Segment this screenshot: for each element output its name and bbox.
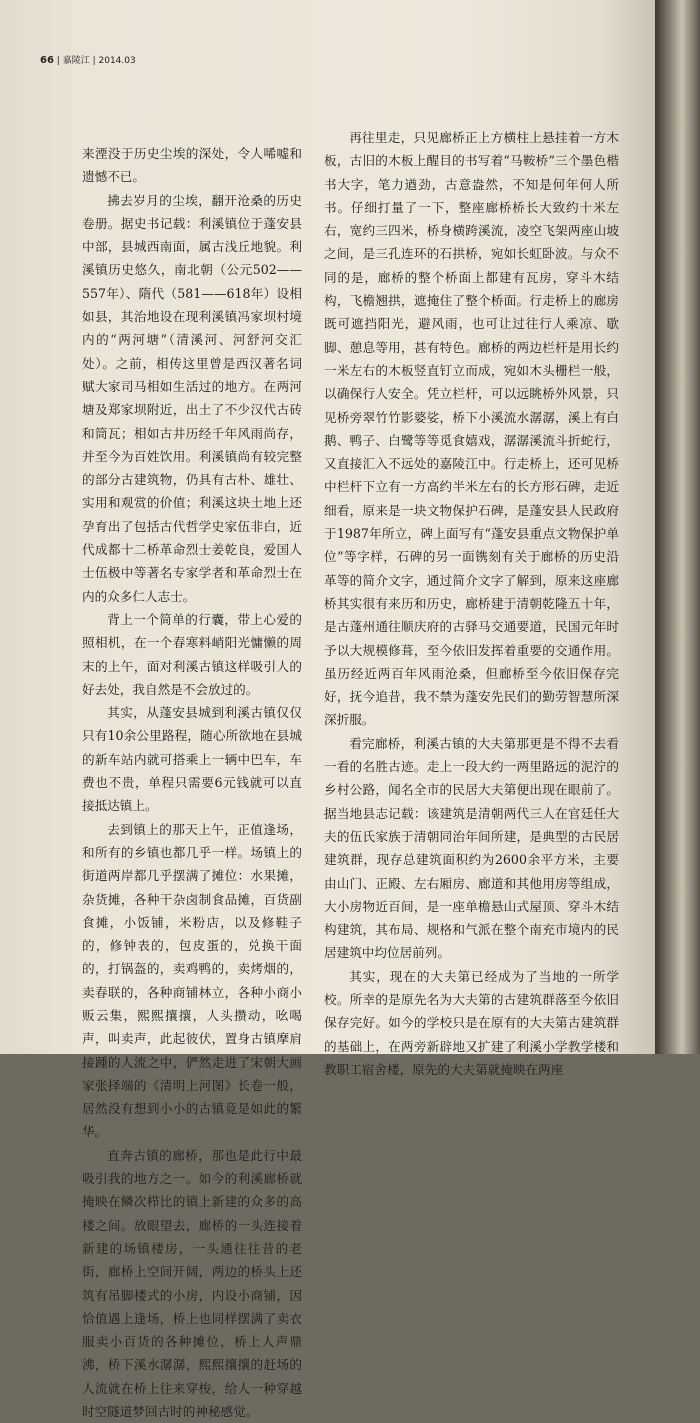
issue-date: 2014.03 — [98, 56, 136, 66]
paragraph: 背上一个简单的行囊，带上心爱的照相机，在一个春寒料峭阳光慵懒的周末的上午，面对利溪古镇这样吸引人的好去处，我自然是不会放过的。 — [82, 611, 302, 697]
paragraph: 再往里走，只见廊桥正上方横柱上悬挂着一方木板，古旧的木板上醒目的书写着“马鞍桥”三个墨色楷书大字，笔力遒劲，古意盎然，不知是何年何人所书。仔细打量了一下，整座廊桥桥长大致约十米左右，宽约三四米，桥身横跨溪流，凌空飞架两座山坡之间，是三孔连环的石拱桥，宛如长虹卧波。与众不同的是，廊桥的整个桥面上都建有瓦房，穿斗木结构，飞檐翘拱，遮掩住了整个桥面。行走桥上的廊房既可遮挡阳光，避风雨，也可让过往行人乘凉、歇脚、憩息等用，甚有特色。廊桥的两边栏杆是用长约一米左右的木板竖直钉立而成，宛如木头栅栏一般，以确保行人安全。凭立栏杆，可以远眺桥外风景，只见桥旁翠竹竹影婆娑，桥下小溪流水潺潺，溪上有白鹅、鸭子、白鹭等等觅食嬉戏，潺潺溪流斗折蛇行，又直接汇入不远处的嘉陵江中。行走桥上，还可见桥中栏杆下立有一方高约半米左右的长方形石碑，走近细看，原来是一块文物保护石碑，是蓬安县人民政府于1987年所立，碑上面写有“蓬安县重点文物保护单位”等字样，石碑的另一面镌刻有关于廊桥的历史沿革等的简介文字，通过简介文字了解到，原来这座廊桥其实很有来历和历史，廊桥建于清朝乾隆五十年，是古蓬州通往顺庆府的古驿马交通要道，民国元年时予以大规模修葺，至今依旧发挥着重要的交通作用。虽历经近两百年风雨沧桑，但廊桥至今依旧保存完好，抚今追昔，我不禁为蓬安先民们的勤劳智慧所深深折服。 — [324, 130, 619, 728]
left-column — [82, 142, 302, 1423]
paragraph: 拂去岁月的尘埃，翻开沧桑的历史卷册。据史书记载：利溪镇位于蓬安县中部，县城西南面，属古浅丘地貌。利溪镇历史悠久，南北朝（公元502——557年）、隋代（581——618年）设相如县，其治地设在现利溪镇冯家坝村境内的“两河塘”（清溪河、河舒河交汇处）。之前，相传这里曾是西汉著名词赋大家司马相如生活过的地方。在两河塘及郑家坝附近，出土了不少汉代古砖和筒瓦；相如古井历经千年风雨尚存，并至今为百姓饮用。利溪镇尚有较完整的部分古建筑物，仍具有古朴、雄壮、实用和观赏的价值；利溪这块土地上还孕育出了包括古代哲学史家伍非白，近代成都十二桥革命烈士姜乾良，爱国人士伍极中等著名专家学者和革命烈士在内的众多仁人志士。 — [82, 192, 302, 604]
paragraph: 看完廊桥，利溪古镇的大夫第那更是不得不去看一看的名胜古迹。走上一段大约一两里路远的泥泞的乡村公路，闻名全市的民居大夫第便出现在眼前了。据当地县志记载：该建筑是清朝两代三人在官廷任大夫的伍氏家族于清朝同治年间所建，是典型的古民居建筑群，现存总建筑面积约为2600余平方米，主要由山门、正殿、左右厢房、廊道和其他用房等组成，大小房物近百间，是一座单檐悬山式屋顶、穿斗木结构建筑，其布局、规格和气派在整个南充市境内的民居建筑中均位居前列。 — [324, 735, 619, 961]
running-header — [40, 53, 136, 66]
paragraph: 其实，现在的大夫第已经成为了当地的一所学校。所幸的是原先名为大夫第的古建筑群落至今依旧保存完好。如今的学校只是在原有的大夫第古建筑群的基础上，在两旁新辟地又扩建了利溪小学教学楼和教职工宿舍楼，原先的大夫第就掩映在两座 — [324, 968, 619, 1077]
header-separator: | — [92, 56, 99, 66]
book-edge — [655, 0, 700, 1054]
paragraph: 其实，从蓬安县城到利溪古镇仅仅只有10余公里路程，随心所欲地在县城的新车站内就可搭乘上一辆中巴车，车费也不贵，单程只需要6元钱就可以直接抵达镇上。 — [82, 705, 302, 814]
paragraph: 直奔古镇的廊桥，那也是此行中最吸引我的地方之一。如今的利溪廊桥就掩映在鳞次栉比的镇上新建的众多的高楼之间。放眼望去，廊桥的一头连接着新建的场镇楼房，一头通往往昔的老街，廊桥上空间开阔，两边的桥头上还筑有吊脚楼式的小房，内设小商铺，因恰值遇上逢场，桥上也同样摆满了卖衣服卖小百货的各种摊位，桥上人声鼎沸，桥下溪水潺潺，熙熙攘攘的赶场的人流就在桥上往来穿梭，给人一种穿越时空隧道梦回古时的神秘感觉。 — [82, 1147, 302, 1420]
page-number: 66 — [40, 55, 54, 66]
paragraph: 来湮没于历史尘埃的深处，令人唏嘘和遗憾不已。 — [82, 146, 302, 185]
right-column — [324, 126, 619, 1081]
header-separator: | — [56, 56, 63, 66]
page-shadow — [0, 0, 70, 1054]
magazine-name: 嘉陵江 — [62, 56, 90, 66]
paragraph: 去到镇上的那天上午，正值逢场，和所有的乡镇也都几乎一样。场镇上的街道两岸都几乎摆满了摊位：水果摊，杂货摊，各种干杂卤制食品摊，百货副食摊，小饭铺，米粉店，以及修鞋子的，修钟表的，包皮蛋的，兑换干面的，打锅盔的，卖鸡鸭的，卖烤烟的，卖春联的，各种商铺林立，各种小商小贩云集，熙熙攘攘，人头攒动，吆喝声，叫卖声，此起彼伏，置身古镇摩肩接踵的人流之中，俨然走进了宋朝大画家张择端的《清明上河图》长卷一般，居然没有想到小小的古镇竟是如此的繁华。 — [82, 821, 302, 1140]
